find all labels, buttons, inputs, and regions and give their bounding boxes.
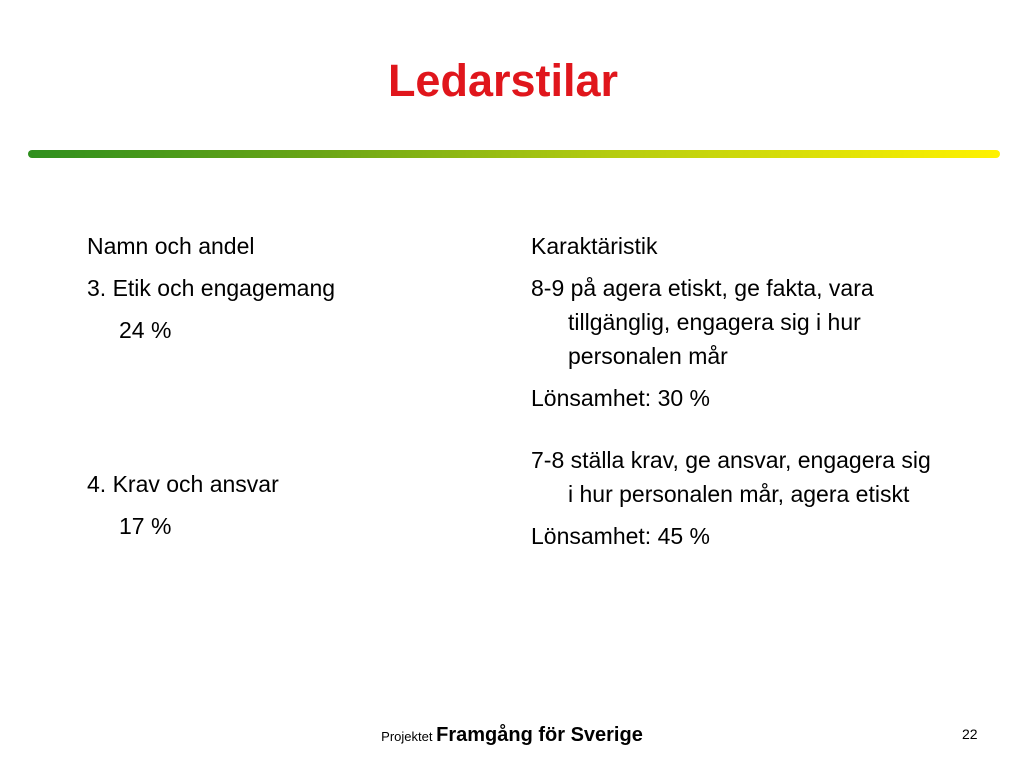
profitability-value: Lönsamhet: 30 % bbox=[531, 385, 711, 411]
title-divider bbox=[28, 150, 1000, 158]
profitability-value: Lönsamhet: 45 % bbox=[531, 523, 711, 549]
page-number: 22 bbox=[962, 726, 978, 742]
characteristic-description: 8-9 på agera etiskt, ge fakta, vara tillgänglig, engagera sig i hur personalen mår bbox=[531, 275, 874, 369]
leadership-style-name: 4. Krav och ansvar bbox=[87, 471, 279, 497]
right-column bbox=[531, 229, 931, 553]
left-column-header: Namn och andel bbox=[87, 233, 255, 259]
slide-title: Ledarstilar bbox=[387, 55, 619, 106]
slide-footer bbox=[0, 724, 1024, 747]
right-column-header: Karaktäristik bbox=[531, 233, 658, 259]
leadership-style-share: 24 % bbox=[119, 317, 172, 343]
footer-brand: Framgång för Sverige bbox=[436, 724, 643, 746]
characteristic-description: 7-8 ställa krav, ge ansvar, engagera sig i hur personalen mår, agera etiskt bbox=[531, 447, 931, 507]
leadership-style-share: 17 % bbox=[119, 513, 172, 539]
left-column bbox=[87, 229, 487, 543]
leadership-style-name: 3. Etik och engagemang bbox=[87, 275, 336, 301]
footer-prefix: Projektet bbox=[381, 729, 433, 744]
